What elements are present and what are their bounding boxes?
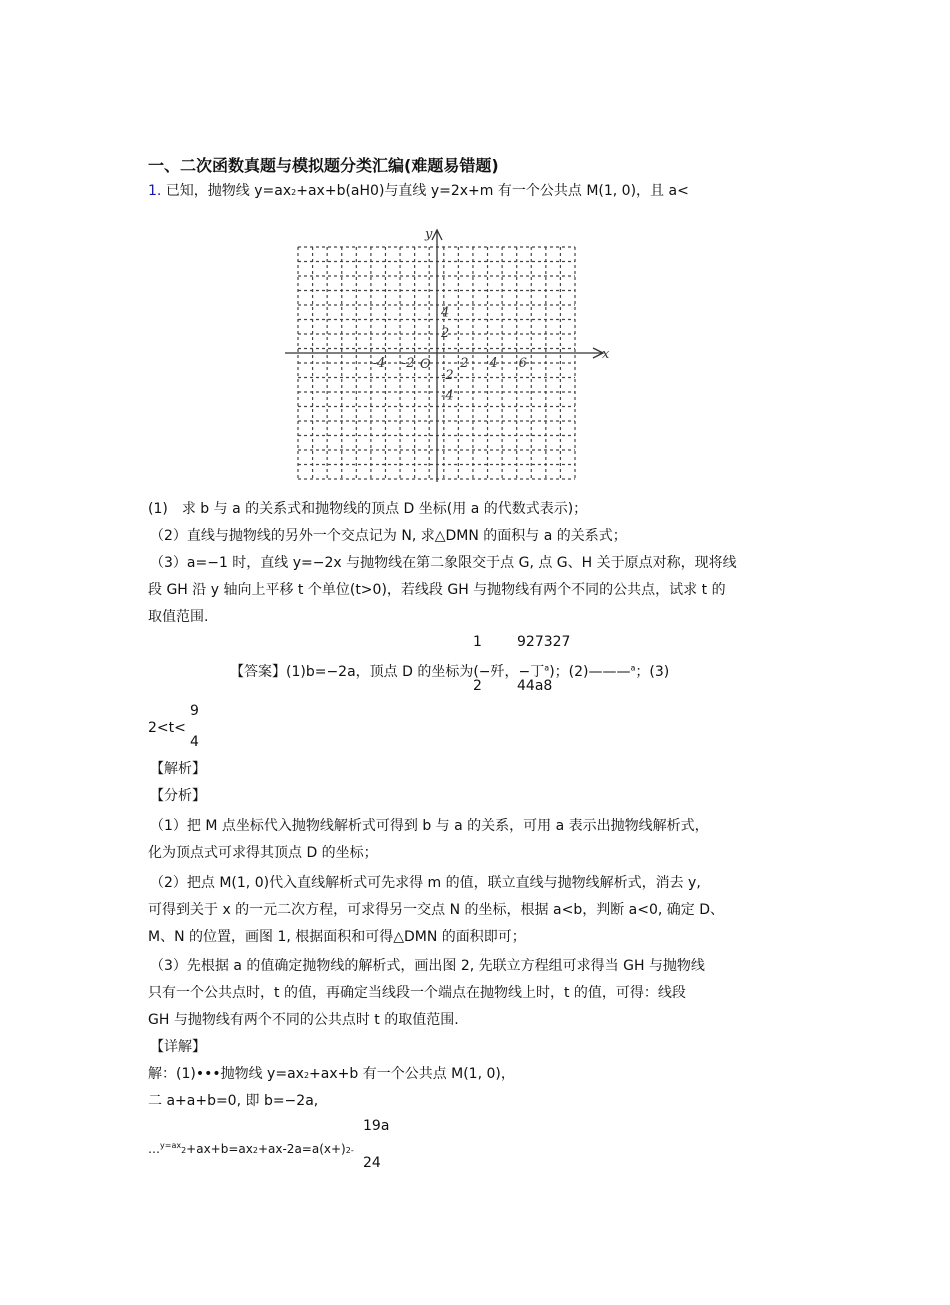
intro-text-a: 已知，抛物线 y=ax [165,183,292,199]
answer-text-mid: )；(2)——— [549,664,631,680]
fenxi-label: 【分析】 [150,788,206,804]
analysis-1-line-1: （1）把 M 点坐标代入抛物线解析式可得到 b 与 a 的关系，可用 a 表示出抛物线解析式， [150,818,709,834]
solution-3-text-a: … [148,1142,160,1156]
sub-question-3-line-3: 取值范围. [148,609,209,625]
t-range-text: 2<t< [148,720,186,736]
x-tick-label: -2 [401,356,415,371]
answer-fraction-1-numerator: 1 [473,634,482,650]
answer-text-start: 【答案】(1)b=−2a，顶点 D 的坐标为(−歼，−丁 [230,664,545,680]
sub-question-3-line-2: 段 GH 沿 y 轴向上平移 t 个单位(t>0)，若线段 GH 与抛物线有两个不同的公共点，试求 t 的 [148,582,726,598]
intro-subscript: 2 [291,188,297,197]
solution-line-3 [148,1141,354,1156]
y-tick-label: -2 [441,367,454,383]
solution-line-2: 二 a+a+b=0, 即 b=−2a, [148,1093,319,1109]
t-range-fraction-denominator: 4 [190,734,199,750]
y-tick-label: -4 [441,388,454,404]
answer-sup-2: a [630,663,636,673]
analysis-label: 【解析】 [150,761,206,777]
solution-3-sub-2: 2 [252,1146,258,1155]
sub-question-1: (1) 求 b 与 a 的关系式和抛物线的顶点 D 坐标(用 a 的代数式表示)； [148,501,588,517]
solution-3-text-b: +ax+b=ax [186,1142,253,1156]
question-1-intro [148,180,689,200]
question-number: 1. [148,183,162,199]
solution-1-text-a: 解：(1)•••抛物线 y=ax [148,1066,304,1082]
analysis-2-line-2: 可得到关于 x 的一元二次方程，可求得另一交点 N 的坐标，根据 a<b，判断 a<0, 确定 D、 [148,902,725,918]
solution-1-text-b: +ax+b 有一个公共点 M(1, 0)， [309,1066,515,1082]
answer-sup-1: a [544,663,550,673]
x-tick-label: 4 [489,356,498,371]
y-tick-label: 2 [441,326,450,342]
t-range-fraction-numerator: 9 [190,703,199,719]
answer-fraction-2-numerator: 927327 [517,634,571,650]
solution-3-text-c: +ax-2a=a(x+) [257,1142,346,1156]
answer-text-end: ；(3) [635,664,670,680]
analysis-3-line-3: GH 与抛物线有两个不同的公共点时 t 的取值范围. [148,1012,459,1028]
solution-line-1 [148,1063,515,1083]
answer-fraction-2-denominator: 44a8 [517,678,553,694]
sub-question-3-line-1: （3）a=−1 时，直线 y=−2x 与抛物线在第二象限交于点 G, 点 G、H 关于原点对称，现将线 [150,555,737,571]
coordinate-grid-figure [285,222,615,487]
origin-label: O [420,357,431,372]
solution-3-sup: y=ax [160,1141,182,1150]
solution-1-subscript: 2 [303,1071,310,1080]
solution-fraction-numerator: 19a [363,1118,390,1134]
answer-line [230,661,669,681]
analysis-2-line-1: （2）把点 M(1, 0)代入直线解析式可先求得 m 的值，联立直线与抛物线解析式，消去 y, [150,875,701,891]
x-tick-label: 6 [518,356,527,371]
solution-3-sub-1: 2 [181,1146,187,1155]
analysis-2-line-3: M、N 的位置，画图 1, 根据面积和可得△DMN 的面积即可； [148,929,526,945]
analysis-1-line-2: 化为顶点式可求得其顶点 D 的坐标； [148,845,378,861]
y-axis-label: y [425,227,433,242]
solution-fraction-denominator: 24 [363,1155,381,1171]
detail-label: 【详解】 [150,1039,206,1055]
solution-3-sub-3: 2- [345,1146,354,1155]
x-tick-label: 2 [460,356,469,371]
sub-question-2: （2）直线与抛物线的另外一个交点记为 N, 求△DMN 的面积与 a 的关系式； [150,528,627,544]
intro-text-b: +ax+b(aH0)与直线 y=2x+m 有一个公共点 M(1, 0)，且 a< [296,183,689,199]
x-tick-label: -4 [372,356,386,371]
section-heading: 一、二次函数真题与模拟题分类汇编(难题易错题) [148,156,499,175]
y-tick-label: 4 [441,305,450,321]
answer-fraction-1-denominator: 2 [473,678,482,694]
x-axis-label: x [602,347,610,362]
analysis-3-line-2: 只有一个公共点时，t 的值，再确定当线段一个端点在抛物线上时，t 的值，可得：线段 [148,985,686,1001]
analysis-3-line-1: （3）先根据 a 的值确定抛物线的解析式，画出图 2, 先联立方程组可求得当 GH 与抛物线 [150,958,705,974]
